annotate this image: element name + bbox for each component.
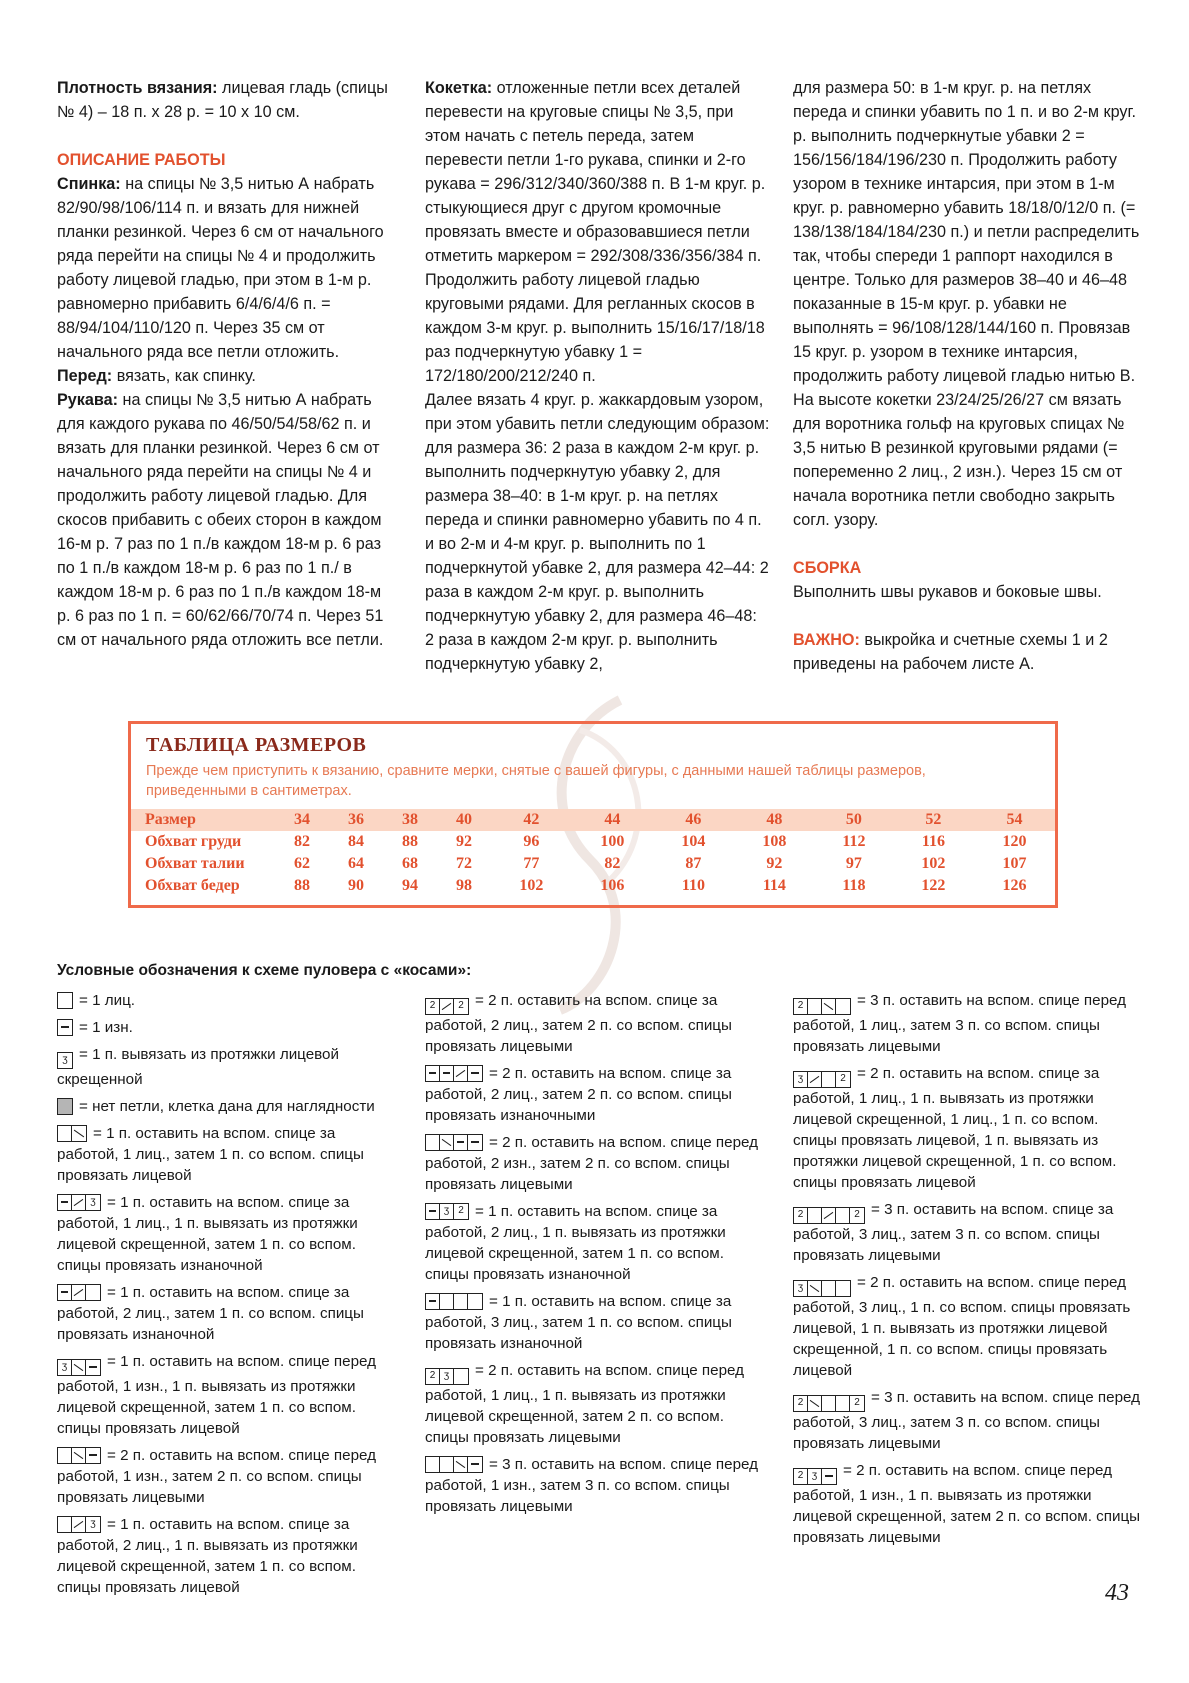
legend-item-text: = 1 изн.	[79, 1019, 133, 1036]
size-table-cell: 52	[893, 809, 974, 831]
legend-item-text: = 2 п. оставить на вспом. спице за работой, 2 лиц., затем 2 п. со вспом. спицы провязать лицевыми	[425, 992, 732, 1055]
size-table-cell: 110	[681, 877, 705, 894]
legend-item	[425, 1291, 770, 1354]
legend-column-2	[425, 990, 770, 1523]
legend-item	[425, 1454, 770, 1517]
legend-item-text: = 1 лиц.	[79, 992, 136, 1009]
stitch-symbol-icon: ʒ	[57, 1516, 101, 1533]
instructions-column-1	[57, 76, 397, 652]
back-paragraph	[57, 172, 397, 364]
size-table-cell: 120	[1002, 833, 1027, 850]
stitch-symbol-icon	[425, 1456, 483, 1473]
size-table-cell: 44	[572, 809, 653, 831]
legend-item-text: = нет петли, клетка дана для наглядности	[79, 1098, 375, 1115]
legend-item	[793, 1272, 1143, 1381]
density-label: Плотность вязания:	[57, 79, 218, 97]
size-table-cell: 72	[455, 855, 472, 872]
size-table-cell: 40	[437, 809, 491, 831]
sleeves-text: на спицы № 3,5 нитью А набрать для каждого рукава по 46/50/54/58/62 п. и вязать для планки резинкой. Через 6 см от начального ряда перейти на спицы № 4 и продолжить работу лицевой гладью. Для скосов прибавить с обеих сторон в каждом 16-м р. 7 раз по 1 п./в каждом 18-м р. 6 раз по 1 п./в каждом 18-м р. 6 раз по 1 п./ в каждом 18-м р. 6 раз по 1 п./в каждом 18-м р. 6 раз по 1 п. = 60/62/66/70/74 п. Через 51 см от начального ряда отложить все петли.	[57, 391, 384, 649]
size-table	[128, 721, 1058, 908]
legend-item	[793, 990, 1143, 1057]
size-table-cell: 54	[974, 809, 1055, 831]
legend-item	[793, 1063, 1143, 1193]
size-table-cell: 92	[766, 855, 783, 872]
legend-item-text: = 2 п. оставить на вспом. спице перед работой, 1 изн., затем 2 п. со вспом. спицы провязать лицевыми	[57, 1447, 377, 1506]
size-table-row-label: Обхват талии	[145, 855, 245, 872]
stitch-symbol-icon	[425, 1293, 483, 1310]
size-table-cell: 108	[762, 833, 787, 850]
size-table-cell: 116	[921, 833, 945, 850]
legend-column-1	[57, 990, 397, 1604]
stitch-symbol-icon	[57, 1019, 73, 1036]
size-table-cell: 112	[842, 833, 866, 850]
density-paragraph	[57, 76, 397, 124]
stitch-symbol-icon: 2 ʒ	[793, 1468, 837, 1485]
legend-item-text: = 1 п. оставить на вспом. спице за работой, 3 лиц., затем 1 п. со вспом. спицы провязать изнаночной	[425, 1293, 732, 1352]
legend-item	[57, 1096, 397, 1117]
size-table-cell: 62	[293, 855, 310, 872]
size-table-row	[131, 875, 1055, 897]
size-table-title: ТАБЛИЦА РАЗМЕРОВ	[146, 734, 367, 756]
size-table-cell: 122	[921, 877, 946, 894]
back-text: на спицы № 3,5 нитью А набрать 82/90/98/106/114 п. и вязать для нижней планки резинкой. Через 6 см от начального ряда перейти на спицы № 4 и продолжить работу лицевой гладью, при этом в 1-м р. равномерно прибавить 6/4/6/4/6 п. = 88/94/104/110/120 п. Через 35 см от начального ряда все петли отложить.	[57, 175, 384, 361]
legend-item	[57, 1514, 397, 1598]
legend-item-text: = 1 п. оставить на вспом. спице за работой, 2 лиц., затем 1 п. со вспом. спицы провязать изнаночной	[57, 1284, 364, 1343]
assembly-heading: СБОРКА	[793, 559, 862, 577]
size-table-cell: 92	[455, 833, 472, 850]
size-table-cell: 126	[1002, 877, 1027, 894]
size-table-cell: 94	[401, 877, 418, 894]
important-paragraph	[793, 628, 1143, 676]
legend-item	[57, 990, 397, 1011]
size-table-cell: 102	[519, 877, 544, 894]
legend-title: Условные обозначения к схеме пуловера с «косами»:	[57, 962, 472, 979]
legend-item-text: = 2 п. оставить на вспом. спице перед работой, 1 лиц., 1 п. вывязать из протяжки лицевой скрещенной, затем 2 п. со вспом. спицы провязать лицевыми	[425, 1362, 745, 1446]
size-table-cell: 102	[921, 855, 946, 872]
work-heading: ОПИСАНИЕ РАБОТЫ	[57, 151, 226, 169]
legend-column-3	[793, 990, 1143, 1554]
stitch-symbol-icon: ʒ 2	[425, 1203, 469, 1220]
size-table-row	[131, 809, 1055, 831]
size-table-row-label: Обхват груди	[145, 833, 242, 850]
size-table-cell: 38	[383, 809, 437, 831]
density-text: лицевая гладь (спицы № 4) – 18 п. х 28 р. = 10 х 10 см.	[57, 79, 388, 121]
size-table-cell: 98	[455, 877, 472, 894]
legend-item-text: = 3 п. оставить на вспом. спице перед работой, 3 лиц., затем 3 п. со вспом. спицы провязать лицевыми	[793, 1389, 1141, 1452]
legend-item	[57, 1351, 397, 1439]
important-label: ВАЖНО:	[793, 631, 860, 649]
size-table-row	[131, 853, 1055, 875]
legend-item-text: = 2 п. оставить на вспом. спице за работой, 2 лиц., затем 2 п. со вспом. спицы провязать изнаночными	[425, 1065, 732, 1124]
stitch-symbol-icon: 2 2	[793, 1395, 865, 1412]
legend-item	[57, 1123, 397, 1186]
back-label: Спинка:	[57, 175, 121, 193]
size-table-cell: 118	[842, 877, 866, 894]
legend-item	[425, 1063, 770, 1126]
stitch-symbol-icon: ʒ	[57, 1052, 73, 1069]
stitch-symbol-icon: 2 2	[425, 998, 469, 1015]
size-table-cell: 50	[815, 809, 893, 831]
stitch-symbol-icon	[57, 1125, 87, 1142]
stitch-symbol-icon: ʒ	[793, 1280, 851, 1297]
size-table-cell: 48	[734, 809, 815, 831]
size-table-cell: 84	[347, 833, 364, 850]
legend-item-text: = 3 п. оставить на вспом. спице перед работой, 1 лиц., затем 3 п. со вспом. спицы провязать лицевыми	[793, 992, 1127, 1055]
yoke-paragraph-3: для размера 50: в 1-м круг. р. на петлях переда и спинки убавить по 1 п. и во 2-м круг. р. выполнить подчеркнутые убавки 2 = 156/156/184/196/230 п. Продолжить работу узором в технике интарсия, при этом в 1-м круг. р. равномерно убавить 18/18/0/12/0 п. (= 138/138/184/184/230 п.) и петли распределить так, чтобы спереди 1 раппорт находился в центре. Только для размеров 38–40 и 46–48 показанные в 15-м круг. р. убавки не выполнять = 96/108/128/144/160 п. Провязав 15 круг. р. узором в технике интарсия, продолжить работу лицевой гладью нитью В. На высоте кокетки 23/24/25/26/27 см вязать для воротника гольф на круговых спицах № 3,5 нитью В резинкой круговыми рядами (= попеременно 2 лиц., 2 изн.). Через 15 см от начала воротника петли свободно закрыть согл. узору.	[793, 79, 1140, 529]
legend-item	[57, 1282, 397, 1345]
legend-item-text: = 1 п. оставить на вспом. спице за работой, 1 лиц., затем 1 п. со вспом. спицы провязать лицевой	[57, 1125, 364, 1184]
size-table-cell: 88	[401, 833, 418, 850]
size-table-row-label: Обхват бедер	[145, 877, 240, 894]
size-table-cell: 88	[293, 877, 310, 894]
size-table-cell: 106	[600, 877, 625, 894]
stitch-symbol-icon: 2 ʒ	[425, 1368, 469, 1385]
yoke-paragraph-2: Далее вязать 4 круг. р. жаккардовым узором, при этом убавить петли следующим образом: для размера 36: 2 раза в каждом 2-м круг. р. выполнить подчеркнутую убавку 2, для размера 38–40: в 1-м круг. р. на петлях переда и спинки равномерно убавить по 4 п. и во 2-м и 4-м круг. р. выполнить по 1 подчеркнутой убавке 2, для размера 42–44: 2 раза в каждом 2-м круг. р. выполнить подчеркнутую убавку 2, для размера 46–48: 2 раза в каждом 2-м круг. р. выполнить подчеркнутую убавку 2,	[425, 391, 770, 673]
size-table-cell: 96	[523, 833, 540, 850]
stitch-symbol-icon	[425, 1065, 483, 1082]
legend-item-text: = 2 п. оставить на вспом. спице перед работой, 3 лиц., 1 п. со вспом. спицы провязать лицевой, 1 п. вывязать из протяжки лицевой скрещенной, 1 п. со вспом. спицы провязать лицевой	[793, 1274, 1131, 1379]
legend-item-text: = 1 п. оставить на вспом. спице за работой, 1 лиц., 1 п. вывязать из протяжки лицевой скрещенной, затем 1 п. со вспом. спицы провязать изнаночной	[57, 1194, 358, 1274]
legend-item	[793, 1387, 1143, 1454]
instructions-column-2	[425, 76, 770, 676]
legend-item	[425, 1360, 770, 1448]
yoke-text: отложенные петли всех деталей перевести на круговые спицы № 3,5, при этом начать с петель переда, затем перевести петли 1-го рукава, спинки и 2-го рукава = 296/312/340/360/388 п. В 1-м круг. р. стыкующиеся друг с другом кромочные провязать вместе и образовавшиеся петли отметить маркером = 292/308/336/356/384 п. Продолжить работу лицевой гладью круговыми рядами. Для регланных скосов в каждом 3-м круг. р. выполнить 15/16/17/18/18 раз подчеркнутую убавку 1 = 172/180/200/212/240 п.	[425, 79, 766, 385]
sleeves-label: Рукава:	[57, 391, 119, 409]
legend-item-text: = 1 п. оставить на вспом. спице за работой, 2 лиц., 1 п. вывязать из протяжки лицевой скрещенной, затем 1 п. со вспом. спицы провязать изнаночной	[425, 1203, 726, 1283]
legend-item-text: = 2 п. оставить на вспом. спице перед работой, 2 изн., затем 2 п. со вспом. спицы провязать лицевыми	[425, 1134, 759, 1193]
legend-item	[793, 1199, 1143, 1266]
stitch-symbol-icon	[57, 1447, 101, 1464]
stitch-symbol-icon	[57, 992, 73, 1009]
size-table-cell: 82	[293, 833, 310, 850]
legend-item	[57, 1192, 397, 1276]
instructions-column-3	[793, 76, 1143, 676]
size-table-grid	[131, 809, 1055, 897]
yoke-label: Кокетка:	[425, 79, 493, 97]
size-table-cell: 46	[653, 809, 734, 831]
size-table-cell: 77	[523, 855, 540, 872]
legend-item-text: = 1 п. оставить на вспом. спице перед работой, 1 изн., 1 п. вывязать из протяжки лицевой скрещенной, затем 1 п. со вспом. спицы провязать лицевой	[57, 1353, 377, 1437]
size-table-cell: 97	[845, 855, 862, 872]
legend-item	[57, 1017, 397, 1038]
assembly-text: Выполнить швы рукавов и боковые швы.	[793, 583, 1102, 601]
legend-item	[425, 1201, 770, 1285]
important-text: выкройка и счетные схемы 1 и 2 приведены на рабочем листе А.	[793, 631, 1108, 673]
size-table-cell: 104	[681, 833, 706, 850]
legend-item-text: = 3 п. оставить на вспом. спице перед работой, 1 изн., затем 3 п. со вспом. спицы провязать лицевыми	[425, 1456, 759, 1515]
size-table-cell: 42	[491, 809, 572, 831]
yoke-paragraph	[425, 76, 770, 388]
legend-item-text: = 3 п. оставить на вспом. спице за работой, 3 лиц., затем 3 п. со вспом. спицы провязать лицевыми	[793, 1201, 1114, 1264]
size-table-cell: 34	[275, 809, 329, 831]
stitch-symbol-icon: ʒ 2	[793, 1071, 851, 1088]
legend-item	[793, 1460, 1143, 1548]
legend-item	[57, 1445, 397, 1508]
legend-item-text: = 2 п. оставить на вспом. спице за работой, 1 лиц., 1 п. вывязать из протяжки лицевой скрещенной, 1 лиц., 1 п. со вспом. спицы провязать лицевой, 1 п. вывязать из протяжки лицевой скрещенной, 1 п. со вспом. спицы провязать лицевой	[793, 1065, 1117, 1191]
stitch-symbol-icon	[57, 1098, 73, 1115]
size-table-cell: 100	[600, 833, 625, 850]
legend-item-text: = 1 п. вывязать из протяжки лицевой скрещенной	[57, 1046, 339, 1088]
size-table-row-label: Размер	[131, 809, 275, 831]
legend-item	[425, 990, 770, 1057]
front-label: Перед:	[57, 367, 113, 385]
size-table-cell: 114	[762, 877, 786, 894]
front-text: вязать, как спинку.	[112, 367, 256, 385]
legend-item-text: = 1 п. оставить на вспом. спице за работой, 2 лиц., 1 п. вывязать из протяжки лицевой скрещенной, затем 1 п. со вспом. спицы провязать лицевой	[57, 1516, 358, 1596]
size-table-cell: 107	[1002, 855, 1027, 872]
stitch-symbol-icon: 2	[793, 998, 851, 1015]
size-table-cell: 82	[604, 855, 621, 872]
size-table-cell: 64	[347, 855, 364, 872]
size-table-row	[131, 831, 1055, 853]
stitch-symbol-icon: ʒ	[57, 1359, 101, 1376]
page-number: 43	[1105, 1580, 1129, 1606]
stitch-symbol-icon	[57, 1284, 101, 1301]
legend-item	[57, 1044, 397, 1090]
size-table-cell: 90	[347, 877, 364, 894]
size-table-subtitle: Прежде чем приступить к вязанию, сравните мерки, снятые с вашей фигуры, с данными нашей таблицы размеров, приведенными в сантиметрах.	[146, 763, 926, 799]
size-table-cell: 68	[401, 855, 418, 872]
size-table-cell: 36	[329, 809, 383, 831]
stitch-symbol-icon: ʒ	[57, 1194, 101, 1211]
size-table-cell: 87	[685, 855, 702, 872]
legend-item	[425, 1132, 770, 1195]
legend-item-text: = 2 п. оставить на вспом. спице перед работой, 1 изн., 1 п. вывязать из протяжки лицевой скрещенной, затем 2 п. со вспом. спицы провязать лицевыми	[793, 1462, 1141, 1546]
stitch-symbol-icon: 2 2	[793, 1207, 865, 1224]
stitch-symbol-icon	[425, 1134, 483, 1151]
front-paragraph	[57, 364, 397, 388]
sleeves-paragraph	[57, 388, 397, 652]
